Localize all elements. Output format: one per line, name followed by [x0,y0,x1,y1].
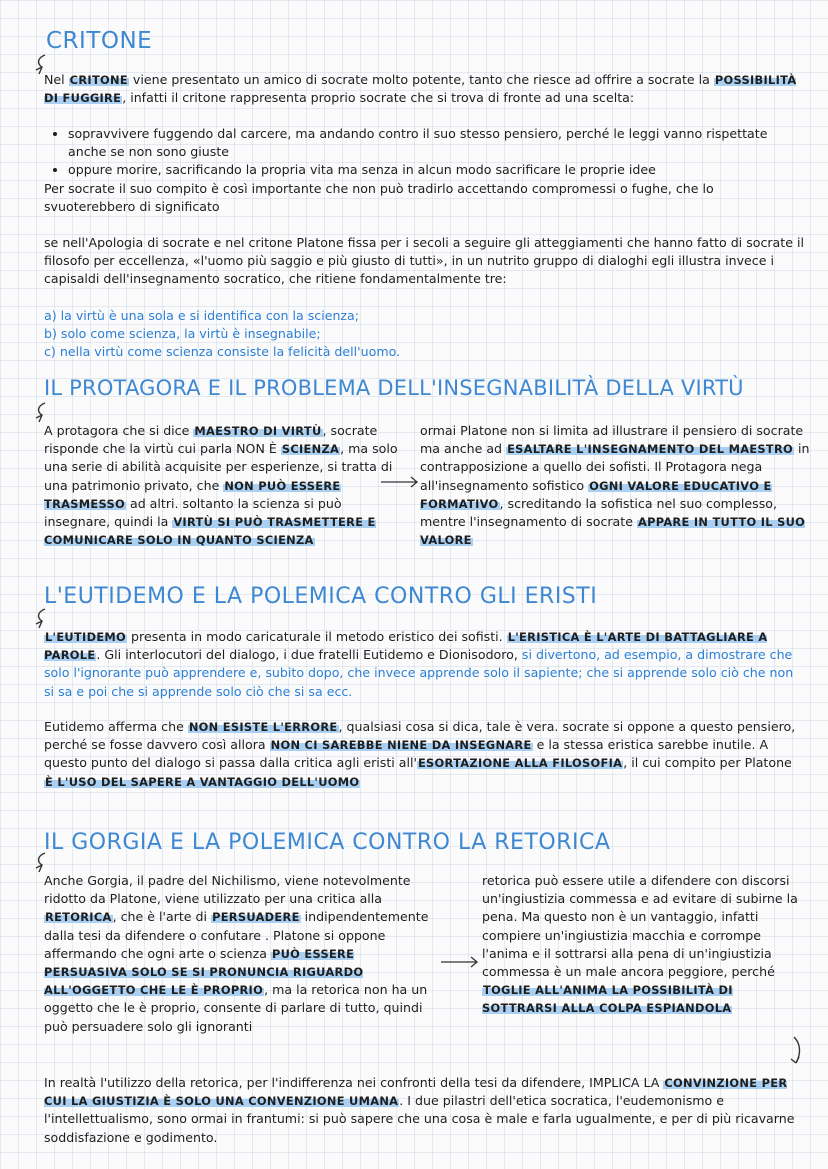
text-run: retorica può essere utile a difendere con discorsi un'ingiustizia commessa e ad evitare di subirne la pena. Ma questo non è un vantaggio, infatti compiere un'ingiustizia macchia e corrompe l'anima e il sottrarsi alla pena di un'ingiustizia commessa è un male ancora peggiore, perché [482,873,798,980]
text-run: presenta in modo caricaturale il metodo eristico dei sofisti. [127,629,507,644]
section-title-eutidemo: L'EUTIDEMO E LA POLEMICA CONTRO GLI ERISTI [44,584,598,609]
text-run: , ma la retorica non ha un oggetto che le è proprio, consente di parlare di tutto, quindi può persuadere solo gli ignoranti [44,982,428,1034]
hook-arrow-icon [34,852,50,874]
highlight: RETORICA [45,910,112,925]
protagora-right-column [420,422,810,549]
text-run: , ma solo una serie di abilità acquisite per esperienze, si tratta di una patrimonio privato, che [44,441,398,493]
socratic-principles-list [44,307,744,362]
text-run: , qualsiasi cosa si dica, tale è vera. socrate si oppone a questo pensiero, perché se fosse davvero così allora [44,719,796,753]
eutidemo-paragraph-2 [44,718,804,791]
section-title-gorgia: IL GORGIA E LA POLEMICA CONTRO LA RETORICA [44,830,611,855]
right-arrow-icon [440,956,480,968]
protagora-left-column [44,422,404,549]
highlight: È L'USO DEL SAPERE A VANTAGGIO DELL'UOMO [45,774,360,789]
highlight: OGNI VALORE EDUCATIVO E FORMATIVO [420,478,772,511]
text-run: A protagora che si dice [44,423,194,438]
text-run: , screditando la sofistica nel suo complesso, mentre l'insegnamento di socrate [420,495,778,530]
down-hook-arrow-icon [788,1036,804,1066]
text-run: . I due pilastri dell'etica socratica, l'eudemonismo e l'intellettualismo, sono ormai in frantumi: si può sapere che una cosa è male e farla ugualmente, e per di più ricavarne soddisfazione e godimento. [44,1093,795,1145]
list-item: a) la virtù è una sola e si identifica con la scienza; [44,308,359,323]
text-run: e la stessa eristica sarebbe inutile. A questo punto del dialogo si passa dalla critica agli eristi all' [44,737,769,771]
right-arrow-icon [380,476,420,488]
hook-arrow-icon [34,402,50,424]
section-title-critone: CRITONE [46,28,153,54]
highlight: ESALTARE L'INSEGNAMENTO DEL MAESTRO [507,442,794,457]
socratic-teaching-intro [44,234,804,289]
highlight: SCIENZA [281,442,340,457]
eutidemo-paragraph-1 [44,628,804,701]
highlight: CRITONE [69,73,128,87]
text-run: In realtà l'utilizzo della retorica, per l'indifferenza nei confronti della tesi da difendere, IMPLICA LA [44,1075,664,1090]
gorgia-conclusion [44,1074,810,1147]
text-run: Eutidemo afferma che [44,719,188,734]
highlight: NON PUÒ ESSERE TRASMESSO [44,478,341,511]
highlight: TOGLIE ALL'ANIMA LA POSSIBILITÀ DI SOTTRARSI ALLA COLPA ESPIANDOLA [482,983,733,1016]
highlight: POSSIBILITÀ DI FUGGIRE [44,73,797,106]
gorgia-left-column [44,872,440,1036]
text-run: Anche Gorgia, il padre del Nichilismo, viene notevolmente ridotto da Platone, viene utilizzato per una critica alla [44,873,411,907]
highlight: MAESTRO DI VIRTÙ [194,424,322,438]
highlight: L'ERISTICA È L'ARTE DI BATTAGLIARE A PAROLE [44,630,768,663]
text-run: ormai Platone non si limita ad illustrare il pensiero di socrate ma anche ad [420,423,804,457]
highlight: PERSUADERE [212,910,300,925]
text-run: , infatti il critone rappresenta proprio socrate che si trova di fronte ad una scelta: [122,90,635,106]
highlight: NON CI SAREBBE NIENE DA INSEGNARE [270,738,532,753]
critone-choices [44,125,804,180]
paragraph: se nell'Apologia di socrate e nel critone Platone fissa per i secoli a seguire gli atteggiamenti che hanno fatto di socrate il filosofo per eccellenza, «l'uomo più saggio e più giusto di tutti», in un nutrito gruppo di dialoghi egli illustra invece i capisaldi dell'insegnamento socratico, che ritiene fondamentalmente tre: [44,235,804,287]
text-run: , socrate risponde che la virtù cui parla NON È [44,423,378,457]
highlight: L'EUTIDEMO [45,630,127,644]
text-run: indipendentemente dalla tesi da difendere o confutare . Platone si oppone affermando che ogni arte o scienza [44,909,429,961]
blue-text: si divertono, ad esempio, a dimostrare che solo l'ignorante può apprendere e, subito dopo, che invece apprende solo il sapiente; che si apprende solo ciò che non si sa e poi che si apprende solo ciò che si sa ecc. [44,647,794,699]
section-title-protagora: IL PROTAGORA E IL PROBLEMA DELL'INSEGNABILITÀ DELLA VIRTÙ [44,376,744,400]
list-item: b) solo come scienza, la virtù è insegnabile; [44,326,321,342]
highlight: PUÒ ESSERE PERSUASIVA SOLO SE SI PRONUNCIA RIGUARDO ALL'OGGETTO CHE LE È PROPRIO [44,946,364,998]
highlight: CONVINZIONE PER CUI LA GIUSTIZIA È SOLO UNA CONVENZIONE UMANA [44,1076,788,1109]
critone-intro [44,71,804,107]
text-run: , il cui compito per Platone [623,755,792,771]
highlight: NON ESISTE L'ERRORE [188,720,338,734]
paragraph: Per socrate il suo compito è così importante che non può tradirlo accettando compromessi o fughe, che lo svuoterebbero di significato [44,181,714,215]
highlight: ESORTAZIONE ALLA FILOSOFIA [417,756,623,771]
critone-conclusion [44,180,804,216]
hook-arrow-icon [34,608,50,630]
list-item: • oppure morire, sacrificando la propria vita ma senza in alcun modo sacrificare le proprie idee [68,161,804,179]
highlight: VIRTÙ SI PUÒ TRASMETTERE E COMUNICARE SOLO IN QUANTO SCIENZA [44,515,376,548]
gorgia-right-column [482,872,802,1018]
highlight: APPARE IN TUTTO IL SUO VALORE [420,515,806,548]
text-run: Nel [44,72,69,87]
text-run: . Gli interlocutori del dialogo, i due fratelli Eutidemo e Dionisodoro, [96,647,522,663]
list-item: • sopravvivere fuggendo dal carcere, ma andando contro il suo stesso pensiero, perché le leggi vanno rispettate anche se non sono giuste [68,125,804,161]
text-run: viene presentato un amico di socrate molto potente, tanto che riesce ad offrire a socrate la [128,72,714,87]
text-run: , che è l'arte di [112,909,212,925]
text-run: ad altri. soltanto la scienza si può insegnare, quindi la [44,495,342,530]
text-run: in contrapposizione a quello dei sofisti. Il Protagora nega all'insegnamento sofistico [420,441,810,493]
list-item: c) nella virtù come scienza consiste la felicità dell'uomo. [44,344,401,360]
